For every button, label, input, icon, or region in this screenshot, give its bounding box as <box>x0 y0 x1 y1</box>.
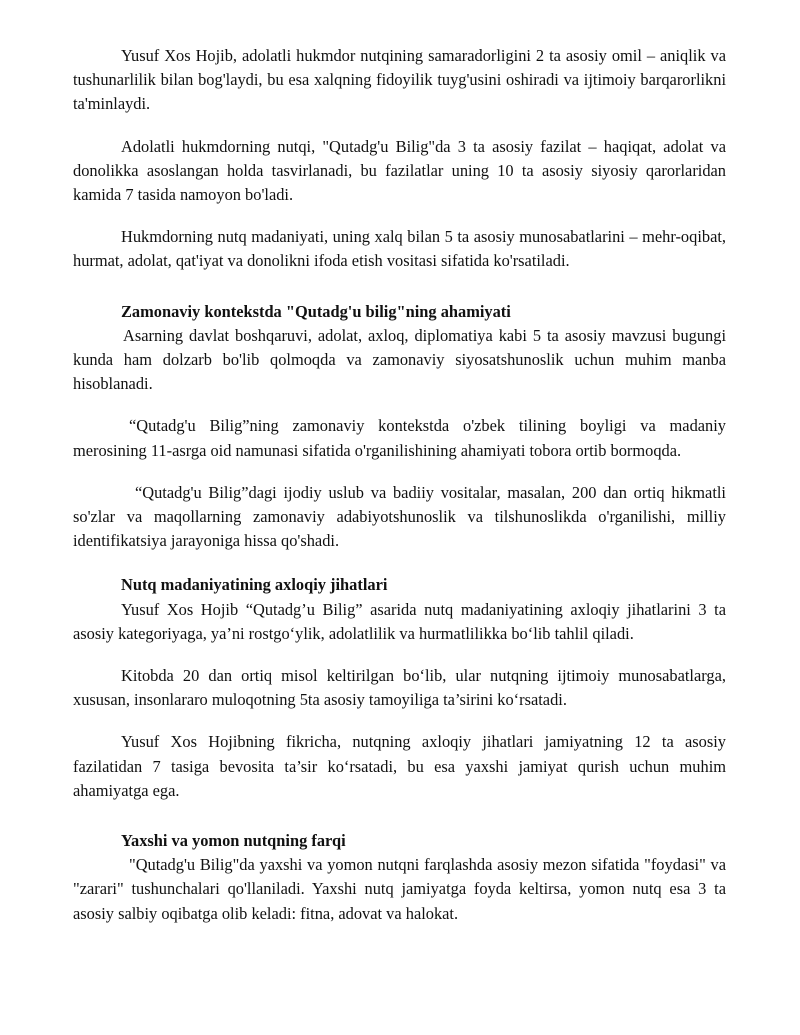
good-bad-speech-paragraph-1: "Qutadg'u Bilig"da yaxshi va yomon nutqni farqlashda asosiy mezon sifatida "foydasi" va "zarari" tushunchalari qo'llaniladi. Yaxshi nutq jamiyatga foyda keltirsa, yomon nutq esa 3 ta asosiy salbiy oqibatga olib keladi: fitna, adovat va halokat. <box>73 855 726 923</box>
modern-context-paragraph-3: “Qutadg'u Bilig”dagi ijodiy uslub va badiiy vositalar, masalan, 200 dan ortiq hikmatli so'zlar va maqollarning zamonaviy adabiyotshunoslik va tilshunoslikda o'rganilishi, milliy identifikatsiya jarayoniga hissa qo'shadi. <box>73 482 726 551</box>
section-heading-modern-context: Zamonaviy kontekstda "Qutadg'u bilig"ning ahamiyati <box>121 301 511 321</box>
modern-context-paragraph-2: “Qutadg'u Bilig”ning zamonaviy kontekstda o'zbek tilining boyligi va madaniy merosining 11-asrga oid namunasi sifatida o'rganilishining ahamiyati tobora ortib bormoqda. <box>73 416 726 460</box>
ethics-paragraph-3: Yusuf Xos Hojibning fikricha, nutqning axloqiy jihatlari jamiyatning 12 ta asosiy fazilatidan 7 tasiga bevosita ta’sir ko‘rsatadi, bu esa yaxshi jamiyat qurish uchun muhim ahamiyatga ega. <box>73 732 726 800</box>
section-heading-ethics: Nutq madaniyatining axloqiy jihatlari <box>121 575 388 595</box>
section-heading-good-bad-speech: Yaxshi va yomon nutqning farqi <box>121 831 346 851</box>
ethics-paragraph-1: Yusuf Xos Hojib “Qutadg’u Bilig” asarida nutq madaniyatining axloqiy jihatlarini 3 ta asosiy kategoriyaga, ya’ni rostgo‘ylik, adolatlilik va hurmatlilikka bo‘lib tahlil qiladi. <box>73 599 726 643</box>
intro-paragraph-1: Yusuf Xos Hojib, adolatli hukmdor nutqining samaradorligini 2 ta asosiy omil – aniqlik va tushunarlilik bilan bog'laydi, bu esa xalqning fidoyilik tuyg'usini oshiradi va ijtimoiy barqarorlikni ta'minlaydi. <box>73 46 726 114</box>
ethics-paragraph-2: Kitobda 20 dan ortiq misol keltirilgan bo‘lib, ular nutqning ijtimoiy munosabatlarga, xususan, insonlararo muloqotning 5ta asosiy tamoyiliga ta’sirini ko‘rsatadi. <box>73 666 726 710</box>
intro-paragraph-3: Hukmdorning nutq madaniyati, uning xalq bilan 5 ta asosiy munosabatlarini – mehr-oqibat, hurmat, adolat, qat'iyat va donolikni ifoda etish vositasi sifatida ko'rsatiladi. <box>73 227 726 271</box>
modern-context-paragraph-1: Asarning davlat boshqaruvi, adolat, axloq, diplomatiya kabi 5 ta asosiy mavzusi bugungi kunda ham dolzarb bo'lib qolmoqda va zamonaviy siyosatshunoslik uchun muhim manba hisoblanadi. <box>73 325 726 394</box>
document-page <box>73 44 726 926</box>
intro-paragraph-2: Adolatli hukmdorning nutqi, "Qutadg'u Bilig"da 3 ta asosiy fazilat – haqiqat, adolat va donolikka asoslangan holda tasvirlanadi, bu fazilatlar uning 10 ta asosiy siyosiy qarorlaridan kamida 7 tasida namoyon bo'ladi. <box>73 136 726 205</box>
